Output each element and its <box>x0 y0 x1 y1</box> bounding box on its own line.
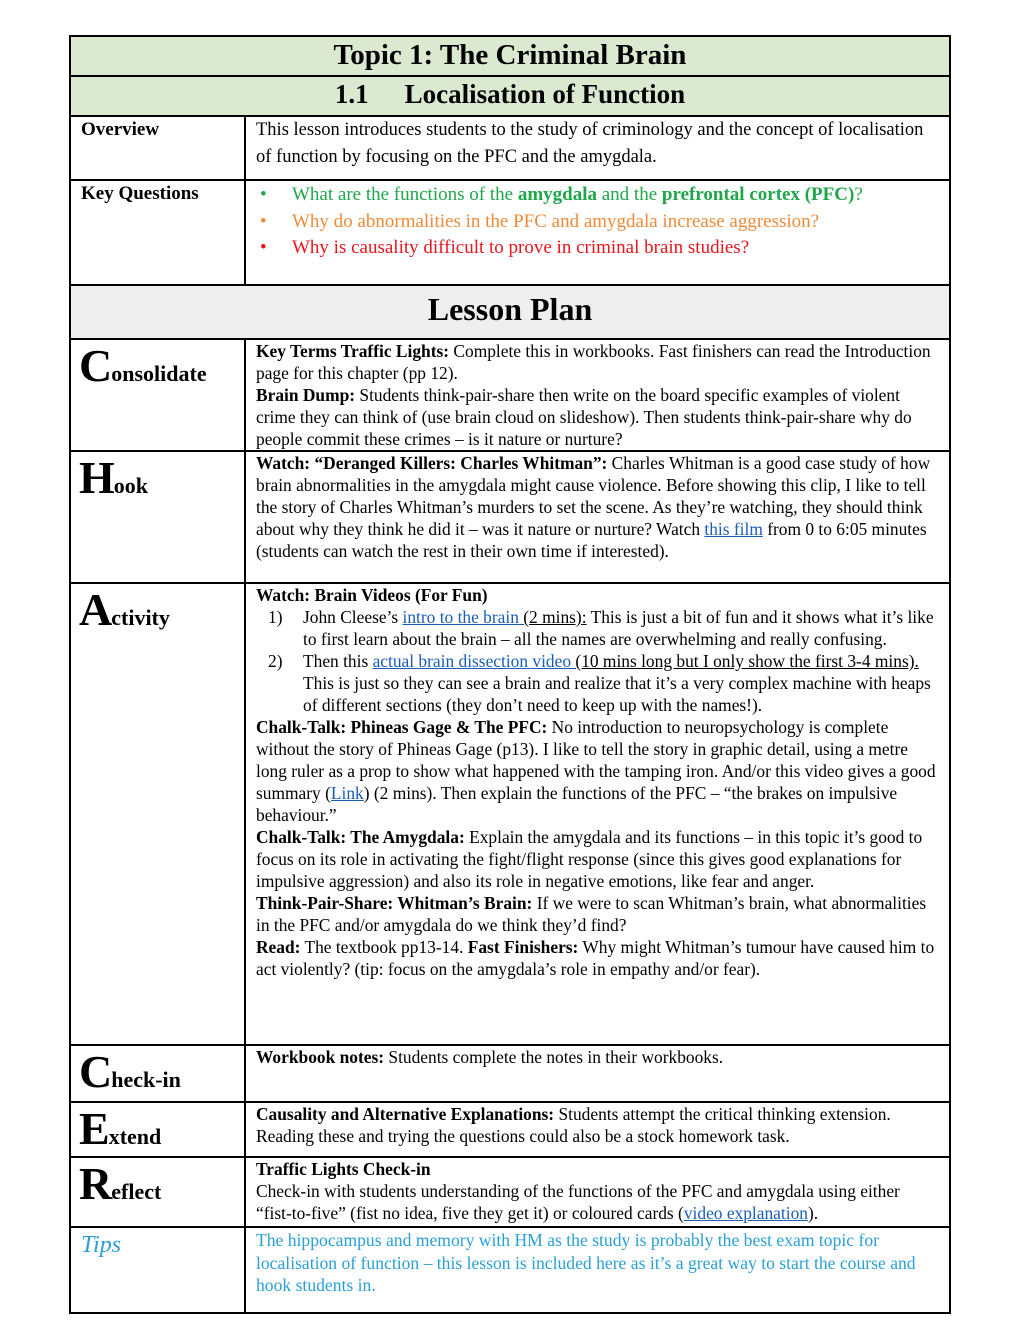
overview-text: This lesson introduces students to the study of criminology and the concept of localisation of function by focusing on the PFC and the amygdala. <box>256 120 924 167</box>
activity-amygdala: Chalk-Talk: The Amygdala: Explain the amygdala and its functions – in this topic it’s good to focus on its role in activating the fight/flight response (since this gives good explanations for impulsive aggression) and also its role in negative emotions, like fear and anger. <box>256 827 923 891</box>
lesson-title <box>71 77 949 115</box>
key-question-3: • Why is causality difficult to prove in criminal brain studies? <box>256 235 939 262</box>
extend-label: Extend <box>71 1103 246 1156</box>
topic-title: Topic 1: The Criminal Brain <box>333 39 687 71</box>
key-questions-content <box>246 181 949 284</box>
key-questions-list <box>256 182 939 262</box>
lesson-title-row <box>71 77 949 117</box>
lesson-name: Localisation of Function <box>404 79 686 109</box>
reflect-content <box>246 1158 949 1226</box>
activity-label: Activity <box>71 584 246 1044</box>
checkin-content: Workbook notes: Students complete the notes in their workbooks. <box>256 1047 724 1067</box>
consolidate-key-terms: Key Terms Traffic Lights: Complete this in workbooks. Fast finishers can read the Introduction page for this chapter (pp 12). <box>256 341 931 383</box>
lesson-number: 1.1 <box>334 79 369 109</box>
checkin-row <box>71 1046 949 1103</box>
topic-title-row <box>71 37 949 77</box>
tips-label: Tips <box>71 1228 246 1312</box>
activity-whitman-brain: Think-Pair-Share: Whitman’s Brain: If we were to scan Whitman’s brain, what abnormalities in the PFC and/or amygdala do we think they’d find? <box>256 893 927 935</box>
key-question-2: • Why do abnormalities in the PFC and amygdala increase aggression? <box>256 209 939 236</box>
video-item-2: 2) Then this actual brain dissection video (10 mins long but I only show the first 3-4 mins). This is just so they can see a brain and realize that it’s a very complex machine with heaps of different sections (they don’t need to keep up with the names!). <box>268 651 931 715</box>
reflect-row <box>71 1158 949 1228</box>
extend-content: Causality and Alternative Explanations: Students attempt the critical thinking extension. Reading these and trying the questions could also be a stock homework task. <box>256 1104 891 1146</box>
extend-row <box>71 1103 949 1158</box>
tips-text: The hippocampus and memory with HM as the study is probably the best exam topic for localisation of function – this lesson is included here as it’s a great way to start the course and hook students in. <box>256 1230 916 1295</box>
this-film-link[interactable]: this film <box>704 519 763 539</box>
hook-label: Hook <box>71 452 246 582</box>
lesson-plan-title: Lesson Plan <box>427 291 593 327</box>
key-questions-label: Key Questions <box>71 181 246 284</box>
video-item-1: 1) John Cleese’s intro to the brain (2 mins): This is just a bit of fun and it shows what it’s like to first learn about the brain – all the names are overwhelming and really confusing. <box>268 607 934 649</box>
key-questions-row <box>71 181 949 286</box>
consolidate-row <box>71 340 949 452</box>
intro-to-brain-link[interactable]: intro to the brain <box>402 607 524 627</box>
lesson-plan-heading-row <box>71 286 949 340</box>
hook-row <box>71 452 949 584</box>
key-question-1: • What are the functions of the amygdala and the prefrontal cortex (PFC)? <box>256 182 939 209</box>
consolidate-label: Consolidate <box>71 340 246 450</box>
checkin-label: Check-in <box>71 1046 246 1101</box>
brain-dissection-video-link[interactable]: actual brain dissection video <box>372 651 576 671</box>
activity-row <box>71 584 949 1046</box>
reflect-label: Reflect <box>71 1158 246 1226</box>
lesson-plan-sheet <box>69 35 951 1314</box>
phineas-gage-link[interactable]: Link <box>330 783 364 803</box>
overview-label: Overview <box>71 117 246 179</box>
activity-phineas-gage: Chalk-Talk: Phineas Gage & The PFC: No introduction to neuropsychology is complete without the story of Phineas Gage (p13). I like to tell the story in graphic detail, using a metre long ruler as a prop to show what happened with the tamping iron. And/or this video gives a good summary (Link) (2 mins). Then explain the functions of the PFC – “the brakes on impulsive behaviour.” <box>256 717 936 825</box>
activity-videos-heading: Watch: Brain Videos (For Fun) <box>256 585 488 605</box>
reflect-text: Check-in with students understanding of the functions of the PFC and amygdala using either “fist-to-five” (fist no idea, five they get it) or coloured cards (video explanation). <box>256 1181 900 1223</box>
activity-video-list <box>256 606 939 716</box>
video-explanation-link[interactable]: video explanation <box>683 1203 808 1223</box>
consolidate-brain-dump: Brain Dump: Students think-pair-share then write on the board specific examples of violent crime they can think of (use brain cloud on slideshow). Then students think-pair-share why do people commit these crimes – is it nature or nurture? <box>256 385 912 449</box>
reflect-heading: Traffic Lights Check-in <box>256 1159 431 1179</box>
activity-content <box>246 584 949 1044</box>
tips-row <box>71 1228 949 1312</box>
overview-row <box>71 117 949 181</box>
hook-content: Watch: “Deranged Killers: Charles Whitman”: Charles Whitman is a good case study of how brain abnormalities in the amygdala might cause violence. Before showing this clip, I like to tell the story of Charles Whitman’s murders to set the scene. As they’re watching, they should think about why they think he did it – was it nature or nurture? Watch this film from 0 to 6:05 minutes (students can watch the rest in their own time if interested). <box>256 453 931 561</box>
consolidate-content <box>246 340 949 450</box>
activity-read: Read: The textbook pp13-14. Fast Finishers: Why might Whitman’s tumour have caused him to act violently? (tip: focus on the amygdala’s role in empathy and/or fear). <box>256 937 935 979</box>
